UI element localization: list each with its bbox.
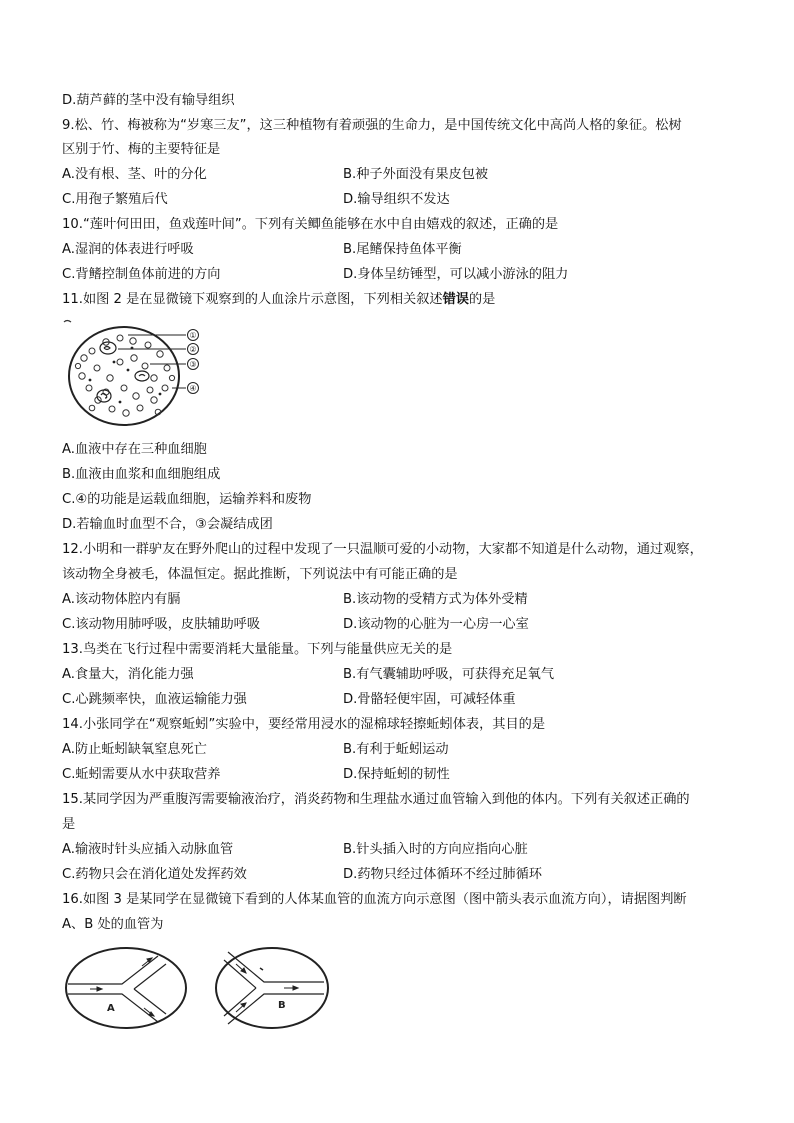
q12-option-b: B.该动物的受精方式为体外受精: [343, 592, 528, 607]
q11-option-c: C.④的功能是运载血细胞，运输养料和废物: [62, 492, 312, 507]
q15-option-d: D.药物只经过体循环不经过肺循环: [343, 867, 542, 882]
q13-option-c: C.心跳频率快，血液运输能力强: [62, 692, 247, 707]
question-12-line1: 12.小明和一群驴友在野外爬山的过程中发现了一只温顺可爱的小动物，大家都不知道是什么动物，通过观察，: [62, 542, 703, 557]
q12-option-a: A.该动物体腔内有膈: [62, 592, 181, 607]
label-4: ④: [189, 384, 197, 393]
label-b: B: [278, 1000, 286, 1011]
q9-option-d: D.输导组织不发达: [343, 192, 450, 207]
blood-smear-figure: [62, 318, 212, 430]
question-13: 13.鸟类在飞行过程中需要消耗大量能量。下列与能量供应无关的是: [62, 642, 453, 657]
q11-option-d: D.若输血时血型不合，③会凝结成团: [62, 517, 273, 532]
label-1: ①: [189, 331, 197, 340]
q12-option-d: D.该动物的心脏为一心房一心室: [343, 617, 529, 632]
q15-option-a: A.输液时针头应插入动脉血管: [62, 842, 234, 857]
q14-option-a: A.防止蚯蚓缺氧窒息死亡: [62, 742, 207, 757]
q10-option-d: D.身体呈纺锤型，可以减小游泳的阻力: [343, 267, 569, 282]
option-d-q8: D.葫芦藓的茎中没有输导组织: [62, 93, 235, 108]
question-12-line2: 该动物全身被毛，体温恒定。据此推断，下列说法中有可能正确的是: [62, 567, 458, 582]
question-16-line1: 16.如图 3 是某同学在显微镜下看到的人体某血管的血流方向示意图（图中箭头表示血流方向），请据图判断: [62, 892, 687, 907]
question-9-line1: 9.松、竹、梅被称为“岁寒三友”，这三种植物有着顽强的生命力，是中国传统文化中高尚人格的象征。松树: [62, 118, 682, 133]
q13-option-a: A.食量大，消化能力强: [62, 667, 194, 682]
vessel-figure-b: [214, 944, 334, 1032]
question-11: 11.如图 2 是在显微镜下观察到的人血涂片示意图，下列相关叙述错误的是: [62, 292, 496, 307]
question-15-line2: 是: [62, 817, 76, 832]
q10-option-a: A.湿润的体表进行呼吸: [62, 242, 194, 257]
emphasis-wrong: 错误: [442, 292, 469, 307]
q11-option-a: A.血液中存在三种血细胞: [62, 442, 207, 457]
label-3: ③: [189, 360, 197, 369]
q13-option-b: B.有气囊辅助呼吸，可获得充足氧气: [343, 667, 555, 682]
question-9-line2: 区别于竹、梅的主要特征是: [62, 142, 221, 157]
q12-option-c: C.该动物用肺呼吸，皮肤辅助呼吸: [62, 617, 261, 632]
label-2: ②: [189, 345, 197, 354]
question-14: 14.小张同学在“观察蚯蚓”实验中，要经常用浸水的湿棉球轻擦蚯蚓体表，其目的是: [62, 717, 546, 732]
question-15-line1: 15.某同学因为严重腹泻需要输液治疗，消炎药物和生理盐水通过血管输入到他的体内。下列有关叙述正确的: [62, 792, 690, 807]
q14-option-b: B.有利于蚯蚓运动: [343, 742, 449, 757]
label-a: A: [107, 1003, 115, 1014]
q9-option-c: C.用孢子繁殖后代: [62, 192, 168, 207]
question-10: 10.“莲叶何田田，鱼戏莲叶间”。下列有关鲫鱼能够在水中自由嬉戏的叙述，正确的是: [62, 217, 559, 232]
q10-option-c: C.背鳍控制鱼体前进的方向: [62, 267, 221, 282]
vessel-figure-a: [62, 944, 190, 1032]
q13-option-d: D.骨骼轻便牢固，可减轻体重: [343, 692, 516, 707]
q9-option-b: B.种子外面没有果皮包被: [343, 167, 489, 182]
q15-option-c: C.药物只会在消化道处发挥药效: [62, 867, 247, 882]
q14-option-d: D.保持蚯蚓的韧性: [343, 767, 450, 782]
q11-option-b: B.血液由血浆和血细胞组成: [62, 467, 221, 482]
q14-option-c: C.蚯蚓需要从水中获取营养: [62, 767, 221, 782]
q9-option-a: A.没有根、茎、叶的分化: [62, 167, 207, 182]
q10-option-b: B.尾鳍保持鱼体平衡: [343, 242, 462, 257]
question-16-line2: A、B 处的血管为: [62, 917, 164, 932]
q15-option-b: B.针头插入时的方向应指向心脏: [343, 842, 528, 857]
